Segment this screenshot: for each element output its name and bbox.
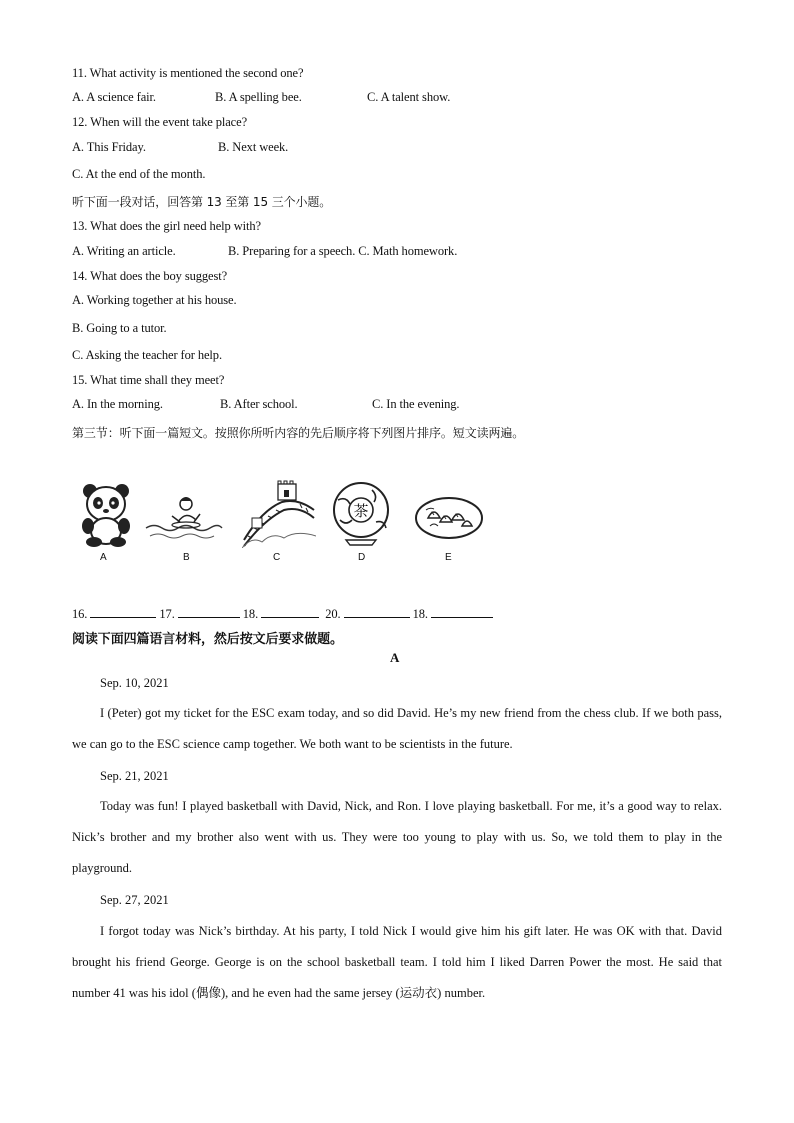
picture-label-a: A bbox=[100, 552, 107, 563]
question-14-option-c: C. Asking the teacher for help. bbox=[72, 348, 222, 362]
picture-label-d: D bbox=[358, 552, 366, 563]
option-c: C. Math homework. bbox=[358, 244, 458, 258]
option-b: B. Next week. bbox=[218, 140, 289, 154]
picture-label-e: E bbox=[445, 552, 452, 563]
answer-blank[interactable] bbox=[90, 606, 156, 618]
dialog-instruction: 听下面一段对话，回答第 13 至第 15 三个小题。 bbox=[72, 195, 332, 209]
option-b: B. Preparing for a speech. bbox=[228, 244, 356, 258]
entry-date: Sep. 27, 2021 bbox=[100, 893, 169, 907]
option-c: C. A talent show. bbox=[367, 90, 451, 104]
answer-blank[interactable] bbox=[178, 606, 240, 618]
question-15-stem: 15. What time shall they meet? bbox=[72, 373, 225, 387]
answer-blank[interactable] bbox=[344, 606, 410, 618]
svg-text:茶: 茶 bbox=[353, 502, 369, 520]
entry-text: I (Peter) got my ticket for the ESC exam today, and so did David. He’s my new friend from the chess club. If we both pass, we can go to the ESC science camp together. We both want to be scientists in the future. bbox=[72, 706, 722, 751]
reading-instruction: 阅读下面四篇语言材料，然后按文后要求做题。 bbox=[72, 632, 343, 647]
option-a: A. In the morning. bbox=[72, 397, 163, 411]
blank-label: 20. bbox=[325, 607, 341, 621]
picture-label-c: C bbox=[273, 552, 281, 563]
tea-icon bbox=[332, 482, 392, 546]
dumplings-icon bbox=[414, 496, 484, 540]
question-13-options bbox=[72, 244, 457, 259]
question-13-stem: 13. What does the girl need help with? bbox=[72, 219, 261, 233]
entry-text: I forgot today was Nick’s birthday. At his party, I told Nick I would give him his gift later. He was OK with that. David brought his friend George. George is on the school basketball team. I told him I liked Darren Power the most. He said that number 41 was his idol (偶像), and he even had the same jersey (运动衣) number. bbox=[72, 924, 722, 1000]
question-14-option-b: B. Going to a tutor. bbox=[72, 321, 167, 335]
panda-icon bbox=[78, 482, 134, 548]
entry-date: Sep. 21, 2021 bbox=[100, 769, 169, 783]
section-3-instruction: 第三节：听下面一篇短文。按照你所听内容的先后顺序将下列图片排序。短文读两遍。 bbox=[72, 426, 525, 440]
option-b: B. A spelling bee. bbox=[215, 90, 302, 104]
entry-date: Sep. 10, 2021 bbox=[100, 676, 169, 690]
question-12-stem: 12. When will the event take place? bbox=[72, 115, 248, 129]
option-a: A. This Friday. bbox=[72, 140, 146, 154]
blank-label: 16. bbox=[72, 607, 88, 621]
blank-label: 18. bbox=[242, 607, 259, 621]
great-wall-icon bbox=[242, 480, 316, 548]
option-a: A. A science fair. bbox=[72, 90, 156, 104]
passage-title: A bbox=[390, 650, 400, 665]
question-12-option-c: C. At the end of the month. bbox=[72, 167, 206, 181]
blank-label: 18. bbox=[412, 607, 428, 621]
question-15-options bbox=[72, 397, 459, 412]
question-11-stem: 11. What activity is mentioned the second one? bbox=[72, 66, 304, 80]
answer-blanks bbox=[72, 606, 493, 622]
question-12-options bbox=[72, 140, 288, 155]
option-c: C. In the evening. bbox=[372, 397, 460, 411]
blank-label: 17. bbox=[159, 607, 175, 621]
option-a: A. Writing an article. bbox=[72, 244, 176, 258]
picture-label-b: B bbox=[183, 552, 190, 563]
question-14-stem: 14. What does the boy suggest? bbox=[72, 269, 228, 283]
question-14-option-a: A. Working together at his house. bbox=[72, 293, 237, 307]
option-b: B. After school. bbox=[220, 397, 298, 411]
answer-blank[interactable] bbox=[431, 606, 493, 618]
answer-blank[interactable] bbox=[261, 606, 319, 618]
swimmer-icon bbox=[144, 492, 224, 544]
entry-text: Today was fun! I played basketball with David, Nick, and Ron. I love playing basketball. For me, it’s a good way to relax. Nick’s brother and my brother also went with us. They were too young to play with us. So, we told them to play in the playground. bbox=[72, 799, 722, 875]
question-11-options bbox=[72, 90, 450, 105]
picture-row bbox=[70, 478, 486, 570]
